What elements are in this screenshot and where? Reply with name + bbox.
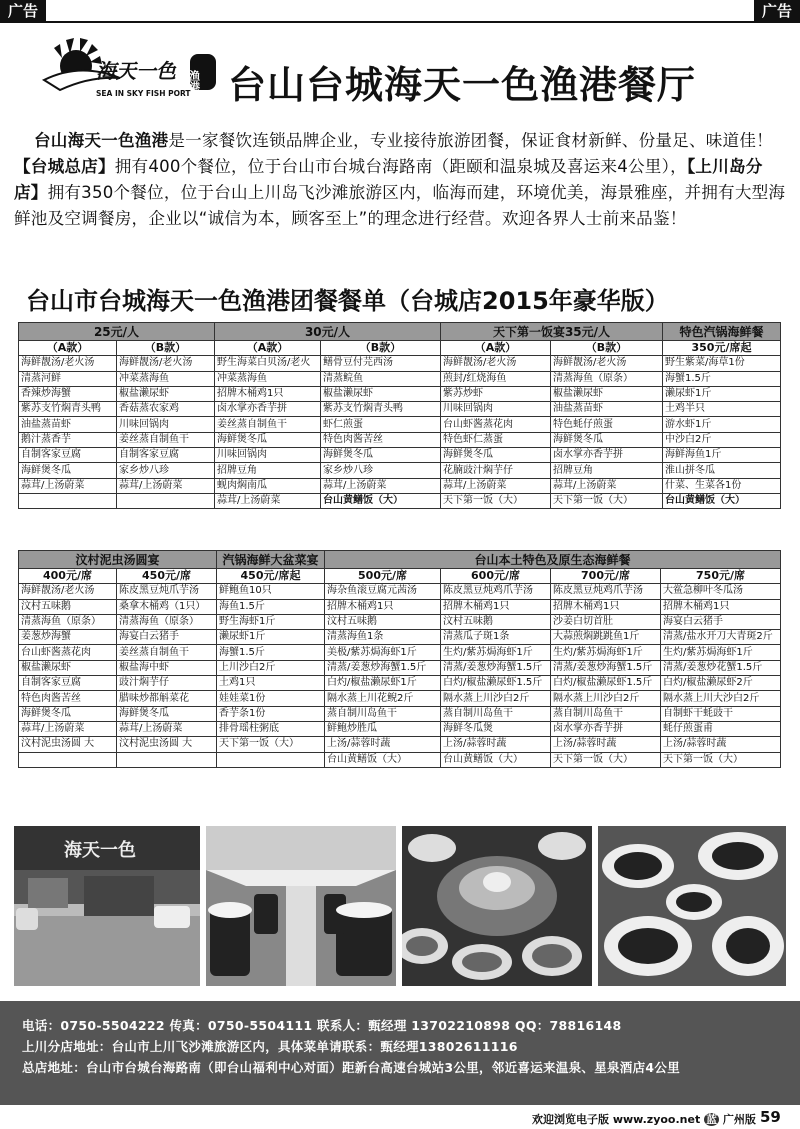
menu-dish-cell: 椒盐濑尿虾 (551, 386, 663, 401)
menu-row (19, 417, 781, 432)
menu-dish-cell: 天下第一饭（大） (661, 752, 781, 767)
menu-dish-cell (19, 752, 117, 767)
menu-band-seafood: 台山本土特色及原生态海鲜餐 (325, 551, 781, 569)
menu-dish-cell: 天下第一饭（大） (551, 493, 663, 508)
menu-dish-cell: 香辣炒海蟹 (19, 386, 117, 401)
menu-dish-cell: 鲜鲍炒胜瓜 (325, 721, 441, 736)
menu-dish-cell (217, 752, 325, 767)
menu-band-25: 25元/人 (19, 323, 215, 341)
menu-dish-cell: 花腩豉汁焖芋仔 (441, 463, 551, 478)
menu-subhead: 700元/席 (551, 569, 661, 584)
menu-dish-cell: 野生海虾1斤 (217, 614, 325, 629)
intro-branch-island: 【上川岛分店】 (14, 157, 763, 202)
menu-dish-cell: 汶村五味鹅 (325, 614, 441, 629)
menu-band-pencai: 汽锅海鲜大盆菜宴 (217, 551, 325, 569)
menu-dish-cell: 招牌木桶鸡1只 (661, 599, 781, 614)
menu-dish-cell: 清蒸海鱼1条 (325, 630, 441, 645)
menu-dish-cell: 台山黄鳝饭（大） (663, 493, 781, 508)
menu-dish-cell: 蒜茸/上汤蔚菜 (117, 721, 217, 736)
menu-dish-cell: 隔水蒸上川花鲵2斤 (325, 691, 441, 706)
menu-dish-cell: 中沙白2斤 (663, 432, 781, 447)
menu-subhead: 400元/席 (19, 569, 117, 584)
menu-dish-cell: 海鲜煲冬瓜 (551, 432, 663, 447)
menu-row (19, 614, 781, 629)
menu-dish-cell: 台山虾酱蒸花肉 (19, 645, 117, 660)
menu-dish-cell: 上汤/蒜蓉时蔬 (551, 737, 661, 752)
svg-text:海天一色: 海天一色 (64, 840, 136, 861)
menu-dish-cell: 海杂鱼滚豆腐元茜汤 (325, 584, 441, 599)
intro-text-2: 拥有400个餐位，位于台山市台城台海路南（距颐和温泉城及喜运来4公里）， (114, 157, 687, 176)
menu-dish-cell: 油盐蒸苗虾 (19, 417, 117, 432)
menu-dish-cell: 海蟹1.5斤 (217, 645, 325, 660)
menu-dish-cell: 清蒸/盐水开刀大青斑2斤 (661, 630, 781, 645)
menu-dish-cell: 野生海菜白贝汤/老火 (215, 356, 321, 371)
menu-subhead: 600元/席 (441, 569, 551, 584)
menu-row (19, 599, 781, 614)
menu-dish-cell: 招牌木桶鸡1只 (441, 599, 551, 614)
footer-edition: 广州版 (722, 1113, 756, 1126)
menu-dish-cell: 冲菜蒸海鱼 (215, 371, 321, 386)
menu-dish-cell: 上汤/蒜蓉时蔬 (661, 737, 781, 752)
menu-dish-cell: 招牌木桶鸡1只 (551, 599, 661, 614)
menu-dish-cell: 煎封/红烧海鱼 (441, 371, 551, 386)
menu-row (19, 676, 781, 691)
header-rule (0, 21, 800, 23)
menu-dish-cell: 台山黄鳝饭（大） (321, 493, 441, 508)
branch-address-line: 上川分店地址：台山市上川飞沙滩旅游区内，具体菜单请联系：甄经理13802611116 (22, 1039, 518, 1054)
restaurant-logo (40, 32, 220, 102)
menu-dish-cell: 清蒸鲩鱼 (321, 371, 441, 386)
menu-dish-cell: 卤水掌亦香芋拼 (551, 448, 663, 463)
menu-dish-cell: 上汤/蒜蓉时蔬 (441, 737, 551, 752)
menu-dish-cell (117, 493, 215, 508)
menu-dish-cell: 台山黄鳝饭（大） (441, 752, 551, 767)
menu-subhead: 350元/席起 (663, 341, 781, 356)
menu-dish-cell: 汶村五味鹅 (441, 614, 551, 629)
menu-dish-cell: 紫苏支竹焖青头鸭 (321, 402, 441, 417)
menu-dish-cell: 自制客家豆腐 (117, 448, 215, 463)
group-menu-table-1 (18, 322, 781, 509)
menu-dish-cell: 蒜茸/上汤蔚菜 (19, 478, 117, 493)
menu-row (19, 402, 781, 417)
menu-row (19, 584, 781, 599)
menu-dish-cell: 海鲜煲冬瓜 (215, 432, 321, 447)
menu-dish-cell: 排骨瑶柱粥底 (217, 721, 325, 736)
menu-dish-cell: 生灼/紫苏焗海虾1斤 (551, 645, 661, 660)
contact-phone-line: 电话：0750-5504222 传真：0750-5504111 联系人：甄经理 13702210898 QQ：78816148 (22, 1018, 622, 1033)
menu-dish-cell: 特色肉酱苦丝 (19, 691, 117, 706)
menu-dish-cell: 家乡炒八珍 (321, 463, 441, 478)
menu-row (19, 645, 781, 660)
menu-dish-cell: 海宴白云猪手 (117, 630, 217, 645)
page-title: 台山台城海天一色渔港餐厅 (228, 63, 697, 107)
menu-dish-cell: 海鲜靓汤/老火汤 (551, 356, 663, 371)
menu-dish-cell: 蚬肉焖南瓜 (215, 478, 321, 493)
menu-subhead: 500元/席 (325, 569, 441, 584)
menu-dish-cell: 淮山拼冬瓜 (663, 463, 781, 478)
menu-dish-cell: 招牌木桶鸡1只 (325, 599, 441, 614)
menu-title: 台山市台城海天一色渔港团餐餐单（台城店2015年豪华版） (26, 287, 669, 315)
intro-text-3: 拥有350个餐位，位于台山上川岛飞沙滩旅游区内，临海而建，环境优美，海景雅座，并拥有大型海鲜池及空调餐房，企业以“诚信为本，顾客至上”的理念进行经营。欢迎各界人士前来品鉴！ (14, 183, 786, 228)
menu-dish-cell: 姜丝蒸自制鱼干 (117, 645, 217, 660)
menu-dish-cell: 椒盐海中虾 (117, 660, 217, 675)
menu-dish-cell: 油盐蒸苗虾 (551, 402, 663, 417)
menu-row (19, 630, 781, 645)
menu-dish-cell: 鳝骨豆付芫西汤 (321, 356, 441, 371)
menu-dish-cell: 天下第一饭（大） (551, 752, 661, 767)
menu-subhead: （A款） (441, 341, 551, 356)
menu-subhead: （B款） (321, 341, 441, 356)
menu-row (19, 660, 781, 675)
menu-dish-cell: 海鲜煲冬瓜 (117, 706, 217, 721)
menu-subhead: 450元/席 (117, 569, 217, 584)
menu-row (19, 386, 781, 401)
group-menu-table-2 (18, 550, 781, 768)
menu-dish-cell: 白灼/椒盐濑尿虾1.5斤 (551, 676, 661, 691)
menu-row (19, 356, 781, 371)
menu-dish-cell: 椒盐濑尿虾 (117, 386, 215, 401)
intro-text-1: 是一家餐饮连锁品牌企业，专业接待旅游团餐，保证食材新鲜、份量足、味道佳！ (168, 131, 773, 150)
menu-dish-cell: 紫苏炒虾 (441, 386, 551, 401)
menu-dish-cell: 卤水掌亦香芋拼 (215, 402, 321, 417)
menu-dish-cell: 蒜茸/上汤蔚菜 (215, 493, 321, 508)
menu-dish-cell: 卤水掌亦香芋拼 (551, 721, 661, 736)
menu-dish-cell: 川味回锅肉 (215, 448, 321, 463)
page-number: 59 (760, 1108, 781, 1126)
menu-dish-cell: 腊味炒都斛菜花 (117, 691, 217, 706)
menu-subhead: 750元/席 (661, 569, 781, 584)
menu-dish-cell: 特色虾仁蒸蛋 (441, 432, 551, 447)
intro-branch-main: 【台城总店】 (14, 157, 115, 176)
menu-dish-cell: 海鲜靓汤/老火汤 (117, 356, 215, 371)
menu-subhead: （A款） (215, 341, 321, 356)
menu-dish-cell: 土鸡半只 (663, 402, 781, 417)
menu-row (19, 737, 781, 752)
menu-dish-cell: 自制客家豆腐 (19, 448, 117, 463)
menu-dish-cell: 特色蚝仔煎蛋 (551, 417, 663, 432)
menu-dish-cell: 白灼/椒盐濑尿虾1.5斤 (441, 676, 551, 691)
menu-dish-cell: 生灼/紫苏焗海虾1斤 (661, 645, 781, 660)
menu-dish-cell: 海鲜冬瓜煲 (441, 721, 551, 736)
menu-dish-cell: 野生紫菜/海草1份 (663, 356, 781, 371)
menu-dish-cell: 豉汁焖芋仔 (117, 676, 217, 691)
menu-dish-cell: 隔水蒸上川沙白2斤 (441, 691, 551, 706)
menu-dish-cell: 海鲜海鱼1斤 (663, 448, 781, 463)
menu-dish-cell: 鹅汁蒸香芋 (19, 432, 117, 447)
ad-label-right: 广告 (754, 0, 800, 22)
intro-brand: 台山海天一色渔港 (34, 131, 169, 150)
logo-english: SEA IN SKY FISH PORT (96, 89, 191, 98)
menu-dish-cell: 天下第一饭（大） (441, 493, 551, 508)
menu-dish-cell: 生灼/紫苏焗海虾1斤 (441, 645, 551, 660)
ad-label-left: 广告 (0, 0, 46, 22)
menu-dish-cell: 汶村泥虫汤圆 大 (117, 737, 217, 752)
seafood-dishes-photo (598, 826, 786, 986)
menu-dish-cell: 土鸡1只 (217, 676, 325, 691)
menu-dish-cell: 海鲜靓汤/老火汤 (19, 356, 117, 371)
menu-dish-cell: 椒盐濑尿虾 (321, 386, 441, 401)
menu-dish-cell: 川味回锅肉 (441, 402, 551, 417)
menu-dish-cell: 清蒸海鱼（原条） (117, 614, 217, 629)
menu-band-tangyuan: 汶村泥虫汤圆宴 (19, 551, 217, 569)
menu-dish-cell: 海鲜靓汤/老火汤 (19, 584, 117, 599)
footer-badge: 蓝 (706, 1113, 718, 1126)
menu-row (19, 721, 781, 736)
menu-row (19, 706, 781, 721)
menu-dish-cell: 海鲜煲冬瓜 (441, 448, 551, 463)
menu-dish-cell: 汶村泥虫汤圆 大 (19, 737, 117, 752)
menu-dish-cell: 桑拿木桶鸡（1只） (117, 599, 217, 614)
menu-dish-cell: 白灼/椒盐濑尿虾2斤 (661, 676, 781, 691)
hotpot-photo (402, 826, 592, 986)
menu-dish-cell: 汶村五味鹅 (19, 599, 117, 614)
menu-dish-cell: 沙姜白切首肚 (551, 614, 661, 629)
menu-dish-cell: 天下第一饭（大） (217, 737, 325, 752)
menu-dish-cell: 冲菜蒸海鱼 (117, 371, 215, 386)
menu-row (19, 463, 781, 478)
menu-row (19, 371, 781, 386)
menu-dish-cell: 海鲜煲冬瓜 (19, 706, 117, 721)
menu-subhead: （B款） (117, 341, 215, 356)
menu-dish-cell: 招牌木桶鸡1只 (215, 386, 321, 401)
intro-paragraph (14, 128, 786, 232)
menu-dish-cell: 海宴白云猪手 (661, 614, 781, 629)
menu-dish-cell: 陈皮黑豆炖爪芋汤 (117, 584, 217, 599)
menu-row (19, 493, 781, 508)
menu-dish-cell: 海鲜煲冬瓜 (321, 448, 441, 463)
menu-dish-cell: 特色肉酱苦丝 (321, 432, 441, 447)
menu-dish-cell: 椒盐濑尿虾 (19, 660, 117, 675)
menu-dish-cell: 台山虾酱蒸花肉 (441, 417, 551, 432)
menu-dish-cell: 蒜茸/上汤蔚菜 (551, 478, 663, 493)
page-footer (0, 1105, 800, 1129)
menu-dish-cell: 招牌豆角 (215, 463, 321, 478)
menu-dish-cell: 大鲎急柳叶冬瓜汤 (661, 584, 781, 599)
menu-row (19, 478, 781, 493)
menu-dish-cell (117, 752, 217, 767)
menu-row (19, 752, 781, 767)
contact-panel (0, 1001, 800, 1105)
logo-text: 海天一色 (96, 59, 176, 83)
menu-dish-cell: 蒸自制川岛鱼干 (441, 706, 551, 721)
menu-subhead: 450元/席起 (217, 569, 325, 584)
menu-dish-cell: 清蒸海鱼（原条） (551, 371, 663, 386)
menu-dish-cell: 蒜茸/上汤蔚菜 (321, 478, 441, 493)
menu-dish-cell: 清蒸河鲜 (19, 371, 117, 386)
menu-dish-cell: 清蒸/姜葱炒花蟹1.5斤 (661, 660, 781, 675)
menu-dish-cell: 蒜茸/上汤蔚菜 (441, 478, 551, 493)
menu-row (19, 448, 781, 463)
menu-dish-cell: 陈皮黑豆炖鸡爪芋汤 (551, 584, 661, 599)
menu-dish-cell: 清蒸/姜葱炒海蟹1.5斤 (441, 660, 551, 675)
menu-dish-cell: 鲜鲍鱼10只 (217, 584, 325, 599)
menu-dish-cell: 虾仁煎蛋 (321, 417, 441, 432)
menu-dish-cell: 濑尿虾1斤 (217, 630, 325, 645)
menu-dish-cell: 隔水蒸上川沙白2斤 (551, 691, 661, 706)
menu-dish-cell: 台山黄鳝饭（大） (325, 752, 441, 767)
menu-dish-cell: 紫苏支竹焖青头鸭 (19, 402, 117, 417)
main-address-line: 总店地址：台山市台城台海路南（即台山福利中心对面）距新台高速台城站3公里，邻近喜运来温泉、星泉酒店4公里 (22, 1060, 680, 1075)
logo-badge-text: 渔港 (187, 70, 201, 92)
menu-dish-cell: 香芋条1份 (217, 706, 325, 721)
menu-dish-cell: 海鲜靓汤/老火汤 (441, 356, 551, 371)
menu-dish-cell: 白灼/椒盐濑尿虾1斤 (325, 676, 441, 691)
menu-dish-cell: 海蟹1.5斤 (663, 371, 781, 386)
menu-dish-cell: 蒜茸/上汤蔚菜 (19, 721, 117, 736)
menu-dish-cell: 娃娃菜1份 (217, 691, 325, 706)
menu-dish-cell: 隔水蒸上川大沙白2斤 (661, 691, 781, 706)
menu-dish-cell: 姜丝蒸自制鱼干 (117, 432, 215, 447)
menu-dish-cell: 上汤/蒜蓉时蔬 (325, 737, 441, 752)
menu-dish-cell: 海鲜煲冬瓜 (19, 463, 117, 478)
menu-band-hotpot: 特色汽锅海鲜餐 (663, 323, 781, 341)
menu-dish-cell: 陈皮黑豆炖鸡爪芋汤 (441, 584, 551, 599)
menu-dish-cell: 清蒸瓜子斑1条 (441, 630, 551, 645)
menu-row (19, 691, 781, 706)
menu-dish-cell: 清蒸/姜葱炒海蟹1.5斤 (325, 660, 441, 675)
menu-dish-cell: 清蒸/姜葱炒海蟹1.5斤 (551, 660, 661, 675)
menu-dish-cell: 香菇蒸农家鸡 (117, 402, 215, 417)
menu-row (19, 432, 781, 447)
menu-dish-cell: 濑尿虾1斤 (663, 386, 781, 401)
menu-dish-cell: 蚝仔煎蛋甫 (661, 721, 781, 736)
menu-dish-cell: 自制客家豆腐 (19, 676, 117, 691)
menu-dish-cell: 家乡炒八珍 (117, 463, 215, 478)
menu-dish-cell: 蒜茸/上汤蔚菜 (117, 478, 215, 493)
menu-dish-cell: 海鱼1.5斤 (217, 599, 325, 614)
menu-dish-cell: 清蒸海鱼（原条） (19, 614, 117, 629)
menu-dish-cell: 蒸自制川岛鱼干 (551, 706, 661, 721)
menu-dish-cell: 蒸自制川岛鱼干 (325, 706, 441, 721)
menu-dish-cell: 游水虾1斤 (663, 417, 781, 432)
menu-dish-cell: 什菜、生菜各1份 (663, 478, 781, 493)
menu-band-30: 30元/人 (215, 323, 441, 341)
menu-dish-cell: 美极/紫苏焗海虾1斤 (325, 645, 441, 660)
menu-dish-cell: 姜葱炒海蟹 (19, 630, 117, 645)
dining-hall-photo (206, 826, 396, 986)
storefront-photo (14, 826, 200, 986)
menu-band-35: 天下第一饭宴35元/人 (441, 323, 663, 341)
menu-dish-cell: 川味回锅肉 (117, 417, 215, 432)
menu-dish-cell: 招牌豆角 (551, 463, 663, 478)
menu-subhead: （B款） (551, 341, 663, 356)
menu-dish-cell (19, 493, 117, 508)
footer-website: 欢迎浏览电子版 www.zyoo.net 蓝 广州版 (532, 1113, 756, 1126)
menu-dish-cell: 大蒜煎焖跳跳鱼1斤 (551, 630, 661, 645)
menu-subhead: （A款） (19, 341, 117, 356)
menu-dish-cell: 自制虾干蚝豉干 (661, 706, 781, 721)
menu-dish-cell: 上川沙白2斤 (217, 660, 325, 675)
menu-dish-cell: 姜丝蒸自制鱼干 (215, 417, 321, 432)
